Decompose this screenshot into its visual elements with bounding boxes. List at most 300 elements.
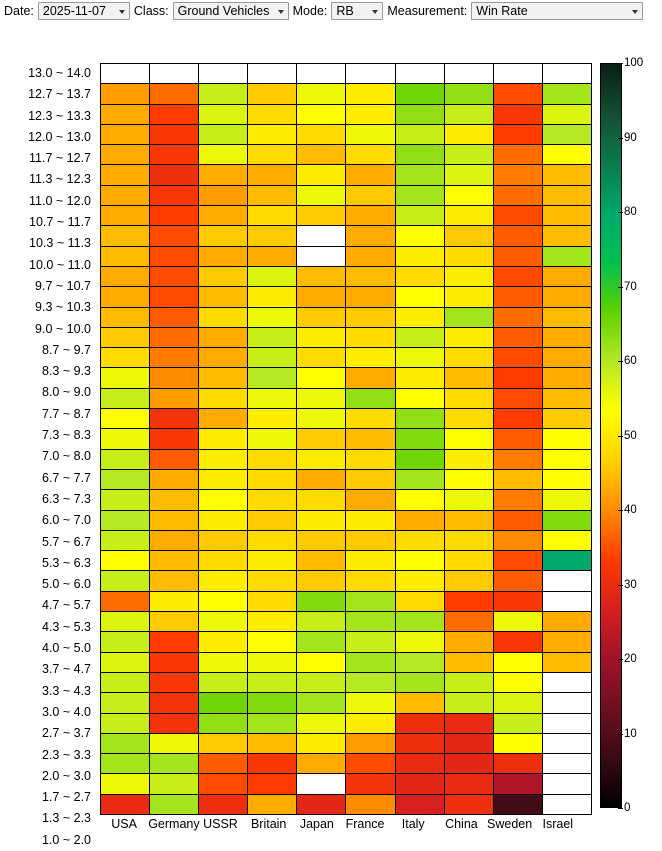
- date-select[interactable]: [38, 2, 130, 20]
- mode-select[interactable]: [331, 2, 383, 20]
- heatmap-cell[interactable]: [150, 632, 199, 652]
- heatmap-cell[interactable]: [444, 693, 493, 713]
- heatmap-cell[interactable]: [101, 530, 150, 550]
- heatmap-cell[interactable]: [101, 64, 150, 84]
- heatmap-cell[interactable]: [542, 591, 591, 611]
- heatmap-cell[interactable]: [101, 185, 150, 205]
- heatmap-cell[interactable]: [346, 266, 395, 286]
- heatmap-cell[interactable]: [101, 794, 150, 814]
- heatmap-cell[interactable]: [444, 632, 493, 652]
- heatmap-cell[interactable]: [542, 185, 591, 205]
- heatmap-cell[interactable]: [493, 206, 542, 226]
- heatmap-cell[interactable]: [101, 713, 150, 733]
- heatmap-cell[interactable]: [248, 510, 297, 530]
- heatmap-cell[interactable]: [150, 490, 199, 510]
- heatmap-cell[interactable]: [444, 510, 493, 530]
- heatmap-cell[interactable]: [101, 693, 150, 713]
- heatmap-cell[interactable]: [542, 429, 591, 449]
- heatmap-cell[interactable]: [493, 551, 542, 571]
- heatmap-cell[interactable]: [297, 287, 346, 307]
- heatmap-cell[interactable]: [395, 510, 444, 530]
- heatmap-cell[interactable]: [542, 794, 591, 814]
- heatmap-cell[interactable]: [101, 733, 150, 753]
- heatmap-cell[interactable]: [297, 530, 346, 550]
- heatmap-cell[interactable]: [444, 206, 493, 226]
- heatmap-cell[interactable]: [297, 571, 346, 591]
- heatmap-cell[interactable]: [444, 185, 493, 205]
- heatmap-cell[interactable]: [444, 64, 493, 84]
- heatmap-cell[interactable]: [395, 490, 444, 510]
- heatmap-cell[interactable]: [542, 612, 591, 632]
- class-select[interactable]: [173, 2, 289, 20]
- heatmap-cell[interactable]: [493, 388, 542, 408]
- heatmap-cell[interactable]: [346, 693, 395, 713]
- heatmap-cell[interactable]: [542, 449, 591, 469]
- heatmap-cell[interactable]: [248, 774, 297, 794]
- heatmap-cell[interactable]: [248, 652, 297, 672]
- heatmap-cell[interactable]: [444, 774, 493, 794]
- heatmap-cell[interactable]: [248, 469, 297, 489]
- heatmap-cell[interactable]: [493, 652, 542, 672]
- heatmap-cell[interactable]: [395, 165, 444, 185]
- heatmap-cell[interactable]: [542, 368, 591, 388]
- heatmap-cell[interactable]: [199, 64, 248, 84]
- heatmap-cell[interactable]: [395, 84, 444, 104]
- heatmap-cell[interactable]: [297, 612, 346, 632]
- heatmap-cell[interactable]: [150, 693, 199, 713]
- heatmap-cell[interactable]: [199, 287, 248, 307]
- heatmap-cell[interactable]: [199, 266, 248, 286]
- heatmap-cell[interactable]: [346, 206, 395, 226]
- heatmap-cell[interactable]: [150, 287, 199, 307]
- heatmap-cell[interactable]: [101, 388, 150, 408]
- heatmap-cell[interactable]: [395, 388, 444, 408]
- heatmap-cell[interactable]: [395, 104, 444, 124]
- heatmap-cell[interactable]: [248, 348, 297, 368]
- heatmap-cell[interactable]: [542, 530, 591, 550]
- heatmap-cell[interactable]: [493, 429, 542, 449]
- heatmap-cell[interactable]: [346, 469, 395, 489]
- heatmap-cell[interactable]: [542, 165, 591, 185]
- heatmap-cell[interactable]: [297, 652, 346, 672]
- heatmap-cell[interactable]: [395, 591, 444, 611]
- heatmap-cell[interactable]: [248, 449, 297, 469]
- heatmap-cell[interactable]: [346, 733, 395, 753]
- heatmap-cell[interactable]: [150, 510, 199, 530]
- heatmap-cell[interactable]: [150, 429, 199, 449]
- heatmap-cell[interactable]: [542, 571, 591, 591]
- heatmap-cell[interactable]: [444, 145, 493, 165]
- heatmap-cell[interactable]: [493, 449, 542, 469]
- heatmap-cell[interactable]: [199, 368, 248, 388]
- heatmap-cell[interactable]: [493, 165, 542, 185]
- heatmap-cell[interactable]: [444, 84, 493, 104]
- heatmap-cell[interactable]: [542, 672, 591, 692]
- heatmap-cell[interactable]: [444, 713, 493, 733]
- heatmap-cell[interactable]: [199, 307, 248, 327]
- heatmap-cell[interactable]: [101, 104, 150, 124]
- heatmap-cell[interactable]: [444, 124, 493, 144]
- heatmap-cell[interactable]: [101, 226, 150, 246]
- heatmap-cell[interactable]: [297, 551, 346, 571]
- heatmap-cell[interactable]: [150, 713, 199, 733]
- heatmap-cell[interactable]: [150, 145, 199, 165]
- heatmap-cell[interactable]: [248, 327, 297, 347]
- heatmap-cell[interactable]: [542, 469, 591, 489]
- heatmap-cell[interactable]: [297, 794, 346, 814]
- heatmap-cell[interactable]: [199, 510, 248, 530]
- heatmap-cell[interactable]: [542, 348, 591, 368]
- heatmap-cell[interactable]: [346, 794, 395, 814]
- heatmap-cell[interactable]: [395, 774, 444, 794]
- heatmap-cell[interactable]: [150, 449, 199, 469]
- heatmap-cell[interactable]: [150, 794, 199, 814]
- heatmap-cell[interactable]: [395, 429, 444, 449]
- heatmap-cell[interactable]: [395, 632, 444, 652]
- heatmap-cell[interactable]: [346, 104, 395, 124]
- class-select-wrap[interactable]: [173, 2, 289, 20]
- heatmap-cell[interactable]: [444, 348, 493, 368]
- heatmap-cell[interactable]: [346, 774, 395, 794]
- heatmap-cell[interactable]: [297, 327, 346, 347]
- heatmap-cell[interactable]: [248, 287, 297, 307]
- heatmap-cell[interactable]: [248, 693, 297, 713]
- heatmap-cell[interactable]: [493, 287, 542, 307]
- heatmap-cell[interactable]: [101, 307, 150, 327]
- heatmap-cell[interactable]: [248, 632, 297, 652]
- heatmap-cell[interactable]: [248, 551, 297, 571]
- heatmap-cell[interactable]: [444, 165, 493, 185]
- heatmap-cell[interactable]: [542, 551, 591, 571]
- heatmap-cell[interactable]: [248, 571, 297, 591]
- heatmap-cell[interactable]: [248, 246, 297, 266]
- heatmap-cell[interactable]: [101, 287, 150, 307]
- heatmap-cell[interactable]: [150, 530, 199, 550]
- heatmap-cell[interactable]: [297, 124, 346, 144]
- heatmap-cell[interactable]: [199, 733, 248, 753]
- heatmap-cell[interactable]: [150, 672, 199, 692]
- heatmap-cell[interactable]: [493, 591, 542, 611]
- heatmap-cell[interactable]: [199, 206, 248, 226]
- measurement-select[interactable]: [471, 2, 643, 20]
- heatmap-cell[interactable]: [493, 693, 542, 713]
- heatmap-cell[interactable]: [150, 591, 199, 611]
- heatmap-cell[interactable]: [150, 571, 199, 591]
- heatmap-cell[interactable]: [248, 185, 297, 205]
- heatmap-cell[interactable]: [493, 672, 542, 692]
- heatmap-cell[interactable]: [248, 591, 297, 611]
- heatmap-cell[interactable]: [346, 612, 395, 632]
- heatmap-cell[interactable]: [493, 64, 542, 84]
- heatmap-cell[interactable]: [346, 713, 395, 733]
- heatmap-cell[interactable]: [395, 469, 444, 489]
- heatmap-cell[interactable]: [395, 612, 444, 632]
- heatmap-cell[interactable]: [444, 551, 493, 571]
- heatmap-cell[interactable]: [101, 327, 150, 347]
- heatmap-cell[interactable]: [493, 84, 542, 104]
- heatmap-cell[interactable]: [199, 571, 248, 591]
- heatmap-cell[interactable]: [346, 409, 395, 429]
- heatmap-cell[interactable]: [395, 733, 444, 753]
- heatmap-cell[interactable]: [493, 612, 542, 632]
- heatmap-cell[interactable]: [444, 652, 493, 672]
- heatmap-cell[interactable]: [199, 165, 248, 185]
- heatmap-cell[interactable]: [395, 794, 444, 814]
- heatmap-cell[interactable]: [444, 287, 493, 307]
- heatmap-cell[interactable]: [542, 713, 591, 733]
- heatmap-cell[interactable]: [248, 530, 297, 550]
- heatmap-cell[interactable]: [297, 469, 346, 489]
- heatmap-cell[interactable]: [346, 510, 395, 530]
- heatmap-cell[interactable]: [297, 206, 346, 226]
- heatmap-cell[interactable]: [101, 165, 150, 185]
- heatmap-cell[interactable]: [395, 693, 444, 713]
- heatmap-cell[interactable]: [297, 388, 346, 408]
- heatmap-cell[interactable]: [297, 510, 346, 530]
- heatmap-cell[interactable]: [199, 490, 248, 510]
- heatmap-cell[interactable]: [248, 490, 297, 510]
- heatmap-cell[interactable]: [444, 449, 493, 469]
- heatmap-cell[interactable]: [199, 794, 248, 814]
- heatmap-cell[interactable]: [150, 327, 199, 347]
- heatmap-cell[interactable]: [199, 551, 248, 571]
- heatmap-cell[interactable]: [150, 185, 199, 205]
- heatmap-cell[interactable]: [150, 652, 199, 672]
- heatmap-cell[interactable]: [346, 754, 395, 774]
- heatmap-cell[interactable]: [444, 612, 493, 632]
- heatmap-cell[interactable]: [101, 754, 150, 774]
- heatmap-cell[interactable]: [297, 733, 346, 753]
- heatmap-cell[interactable]: [248, 388, 297, 408]
- heatmap-cell[interactable]: [297, 266, 346, 286]
- heatmap-cell[interactable]: [444, 368, 493, 388]
- heatmap-cell[interactable]: [444, 571, 493, 591]
- heatmap-cell[interactable]: [199, 388, 248, 408]
- heatmap-cell[interactable]: [542, 652, 591, 672]
- heatmap-cell[interactable]: [493, 327, 542, 347]
- heatmap-cell[interactable]: [346, 246, 395, 266]
- heatmap-cell[interactable]: [199, 591, 248, 611]
- heatmap-cell[interactable]: [297, 368, 346, 388]
- heatmap-cell[interactable]: [444, 733, 493, 753]
- heatmap-cell[interactable]: [101, 206, 150, 226]
- heatmap-cell[interactable]: [444, 429, 493, 449]
- heatmap-cell[interactable]: [346, 348, 395, 368]
- heatmap-cell[interactable]: [493, 348, 542, 368]
- heatmap-cell[interactable]: [150, 774, 199, 794]
- heatmap-cell[interactable]: [101, 368, 150, 388]
- heatmap-cell[interactable]: [444, 388, 493, 408]
- heatmap-cell[interactable]: [248, 612, 297, 632]
- heatmap-cell[interactable]: [199, 652, 248, 672]
- heatmap-cell[interactable]: [542, 287, 591, 307]
- heatmap-cell[interactable]: [297, 145, 346, 165]
- heatmap-cell[interactable]: [101, 612, 150, 632]
- heatmap-cell[interactable]: [395, 551, 444, 571]
- heatmap-cell[interactable]: [297, 713, 346, 733]
- heatmap-cell[interactable]: [542, 754, 591, 774]
- heatmap-cell[interactable]: [248, 754, 297, 774]
- heatmap-cell[interactable]: [199, 145, 248, 165]
- heatmap-cell[interactable]: [493, 571, 542, 591]
- heatmap-cell[interactable]: [493, 185, 542, 205]
- heatmap-cell[interactable]: [493, 124, 542, 144]
- heatmap-cell[interactable]: [297, 185, 346, 205]
- heatmap-cell[interactable]: [493, 794, 542, 814]
- heatmap-cell[interactable]: [199, 246, 248, 266]
- heatmap-cell[interactable]: [444, 266, 493, 286]
- heatmap-cell[interactable]: [444, 226, 493, 246]
- heatmap-cell[interactable]: [297, 490, 346, 510]
- heatmap-cell[interactable]: [101, 449, 150, 469]
- heatmap-cell[interactable]: [346, 388, 395, 408]
- heatmap-cell[interactable]: [542, 327, 591, 347]
- heatmap-cell[interactable]: [101, 774, 150, 794]
- heatmap-cell[interactable]: [297, 165, 346, 185]
- heatmap-cell[interactable]: [493, 226, 542, 246]
- heatmap-cell[interactable]: [199, 469, 248, 489]
- measurement-select-wrap[interactable]: [471, 2, 643, 20]
- heatmap-cell[interactable]: [248, 64, 297, 84]
- heatmap-cell[interactable]: [395, 327, 444, 347]
- heatmap-cell[interactable]: [150, 348, 199, 368]
- heatmap-cell[interactable]: [248, 266, 297, 286]
- heatmap-cell[interactable]: [346, 490, 395, 510]
- heatmap-cell[interactable]: [101, 510, 150, 530]
- heatmap-cell[interactable]: [199, 774, 248, 794]
- heatmap-cell[interactable]: [101, 571, 150, 591]
- heatmap-cell[interactable]: [248, 226, 297, 246]
- heatmap-cell[interactable]: [493, 733, 542, 753]
- heatmap-cell[interactable]: [346, 551, 395, 571]
- heatmap-cell[interactable]: [101, 348, 150, 368]
- heatmap-cell[interactable]: [150, 612, 199, 632]
- heatmap-cell[interactable]: [248, 145, 297, 165]
- heatmap-cell[interactable]: [297, 449, 346, 469]
- heatmap-cell[interactable]: [542, 307, 591, 327]
- heatmap-cell[interactable]: [493, 307, 542, 327]
- heatmap-cell[interactable]: [248, 713, 297, 733]
- heatmap-cell[interactable]: [542, 266, 591, 286]
- heatmap-cell[interactable]: [493, 368, 542, 388]
- heatmap-cell[interactable]: [444, 591, 493, 611]
- heatmap-cell[interactable]: [199, 693, 248, 713]
- heatmap-cell[interactable]: [150, 206, 199, 226]
- heatmap-cell[interactable]: [444, 672, 493, 692]
- heatmap-cell[interactable]: [395, 246, 444, 266]
- heatmap-cell[interactable]: [297, 307, 346, 327]
- heatmap-cell[interactable]: [101, 124, 150, 144]
- heatmap-cell[interactable]: [199, 713, 248, 733]
- heatmap-cell[interactable]: [346, 368, 395, 388]
- heatmap-cell[interactable]: [150, 469, 199, 489]
- heatmap-cell[interactable]: [395, 226, 444, 246]
- heatmap-cell[interactable]: [444, 104, 493, 124]
- heatmap-cell[interactable]: [101, 469, 150, 489]
- heatmap-cell[interactable]: [493, 774, 542, 794]
- heatmap-cell[interactable]: [346, 84, 395, 104]
- heatmap-cell[interactable]: [542, 510, 591, 530]
- heatmap-cell[interactable]: [248, 206, 297, 226]
- heatmap-cell[interactable]: [493, 632, 542, 652]
- heatmap-cell[interactable]: [346, 287, 395, 307]
- heatmap-cell[interactable]: [395, 307, 444, 327]
- heatmap-cell[interactable]: [493, 246, 542, 266]
- heatmap-cell[interactable]: [346, 165, 395, 185]
- heatmap-cell[interactable]: [395, 348, 444, 368]
- heatmap-cell[interactable]: [101, 266, 150, 286]
- heatmap-cell[interactable]: [199, 429, 248, 449]
- heatmap-cell[interactable]: [297, 693, 346, 713]
- heatmap-cell[interactable]: [395, 64, 444, 84]
- heatmap-cell[interactable]: [346, 327, 395, 347]
- heatmap-cell[interactable]: [542, 226, 591, 246]
- heatmap-cell[interactable]: [150, 124, 199, 144]
- heatmap-cell[interactable]: [101, 551, 150, 571]
- heatmap-cell[interactable]: [395, 368, 444, 388]
- heatmap-cell[interactable]: [542, 774, 591, 794]
- heatmap-cell[interactable]: [542, 84, 591, 104]
- mode-select-wrap[interactable]: [331, 2, 383, 20]
- heatmap-cell[interactable]: [297, 754, 346, 774]
- heatmap-cell[interactable]: [346, 226, 395, 246]
- heatmap-cell[interactable]: [248, 165, 297, 185]
- heatmap-cell[interactable]: [150, 246, 199, 266]
- heatmap-cell[interactable]: [248, 307, 297, 327]
- heatmap-cell[interactable]: [346, 449, 395, 469]
- heatmap-cell[interactable]: [542, 490, 591, 510]
- heatmap-cell[interactable]: [150, 551, 199, 571]
- heatmap-cell[interactable]: [444, 307, 493, 327]
- heatmap-cell[interactable]: [346, 672, 395, 692]
- heatmap-cell[interactable]: [493, 145, 542, 165]
- heatmap-cell[interactable]: [395, 449, 444, 469]
- heatmap-cell[interactable]: [346, 307, 395, 327]
- heatmap-cell[interactable]: [493, 754, 542, 774]
- heatmap-cell[interactable]: [297, 348, 346, 368]
- heatmap-cell[interactable]: [493, 530, 542, 550]
- heatmap-cell[interactable]: [199, 449, 248, 469]
- heatmap-cell[interactable]: [101, 672, 150, 692]
- heatmap-cell[interactable]: [395, 713, 444, 733]
- heatmap-cell[interactable]: [395, 145, 444, 165]
- heatmap-cell[interactable]: [101, 591, 150, 611]
- heatmap-cell[interactable]: [297, 64, 346, 84]
- heatmap-cell[interactable]: [199, 124, 248, 144]
- heatmap-cell[interactable]: [444, 754, 493, 774]
- heatmap-cell[interactable]: [542, 64, 591, 84]
- heatmap-cell[interactable]: [444, 409, 493, 429]
- heatmap-cell[interactable]: [493, 104, 542, 124]
- heatmap-cell[interactable]: [346, 571, 395, 591]
- heatmap-cell[interactable]: [199, 348, 248, 368]
- heatmap-cell[interactable]: [444, 469, 493, 489]
- heatmap-cell[interactable]: [542, 388, 591, 408]
- heatmap-cell[interactable]: [542, 409, 591, 429]
- heatmap-cell[interactable]: [101, 490, 150, 510]
- heatmap-cell[interactable]: [395, 266, 444, 286]
- heatmap-cell[interactable]: [395, 530, 444, 550]
- heatmap-cell[interactable]: [199, 226, 248, 246]
- heatmap-cell[interactable]: [297, 104, 346, 124]
- heatmap-cell[interactable]: [346, 632, 395, 652]
- heatmap-cell[interactable]: [101, 632, 150, 652]
- heatmap-cell[interactable]: [346, 591, 395, 611]
- heatmap-cell[interactable]: [199, 754, 248, 774]
- heatmap-cell[interactable]: [199, 185, 248, 205]
- heatmap-cell[interactable]: [444, 327, 493, 347]
- heatmap-cell[interactable]: [248, 429, 297, 449]
